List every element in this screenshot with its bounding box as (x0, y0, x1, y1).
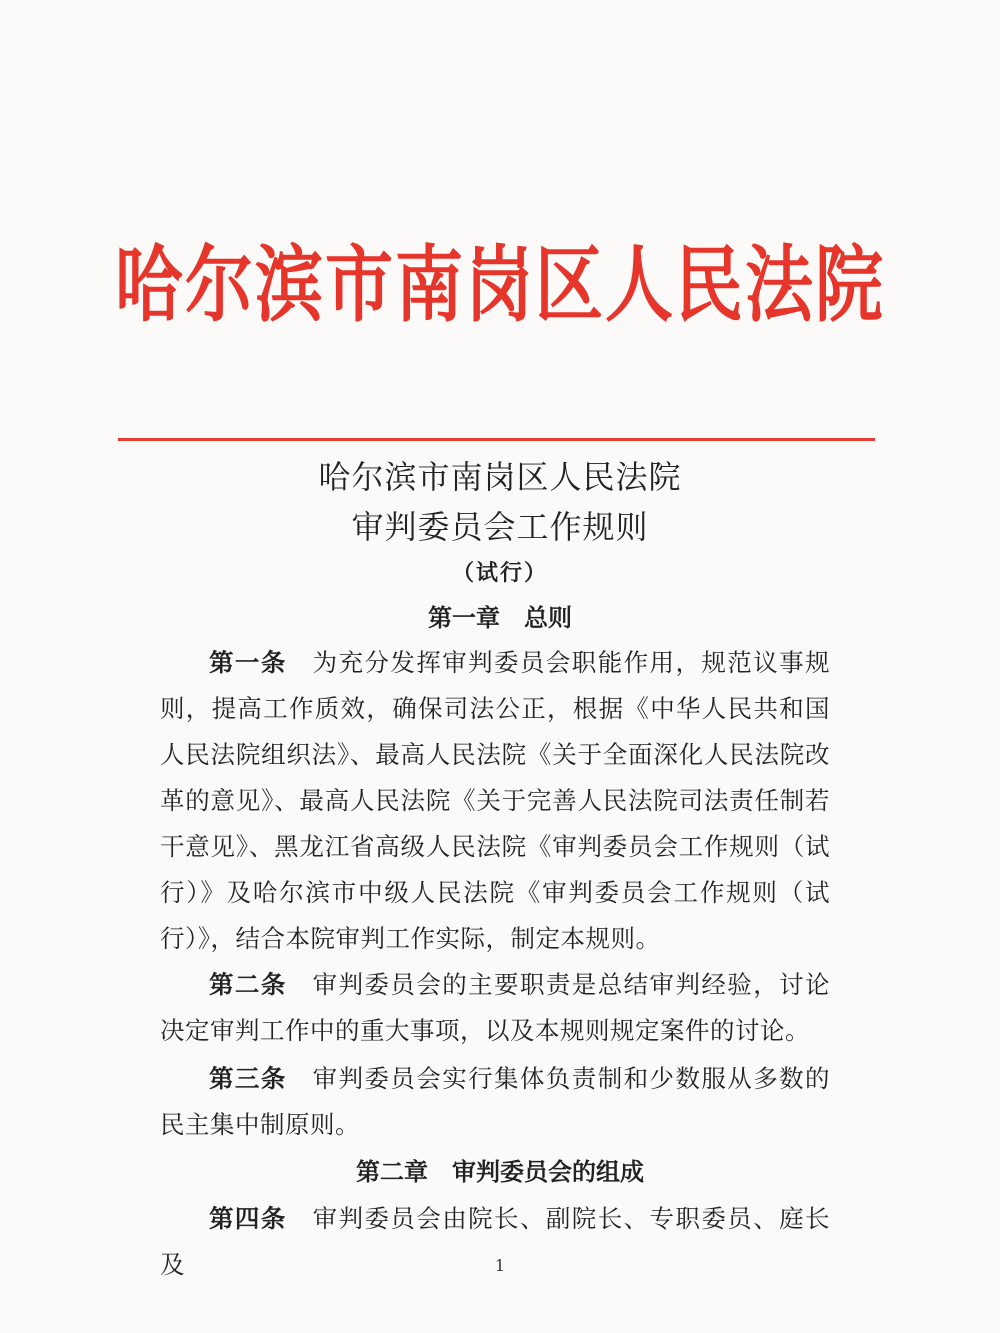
article-gap (287, 648, 313, 677)
masthead-title: 哈尔滨市南岗区人民法院 (114, 238, 885, 335)
document-title-line1: 哈尔滨市南岗区人民法院 (318, 458, 682, 496)
article-gap (287, 1204, 313, 1233)
document-title-line2: 审判委员会工作规则 (351, 508, 649, 546)
red-divider-line (118, 438, 875, 441)
article-gap (287, 970, 313, 999)
article-text: 审判委员会实行集体负责制和少数服从多数的民主集中制原则。 (160, 1064, 831, 1139)
article-label: 第一条 (209, 648, 287, 677)
article-text: 审判委员会的主要职责是总结审判经验，讨论决定审判工作中的重大事项，以及本规则规定案件的讨论。 (160, 970, 831, 1045)
chapter-heading-2: 第二章 审判委员会的组成 (356, 1157, 644, 1186)
article-text: 为充分发挥审判委员会职能作用，规范议事规则，提高工作质效，确保司法公正，根据《中华人民共和国人民法院组织法》、最高人民法院《关于全面深化人民法院改革的意见》、最高人民法院《关于完善人民法院司法责任制若干意见》、黑龙江省高级人民法院《审判委员会工作规则（试行）》及哈尔滨市中级人民法院《审判委员会工作规则（试行）》，结合本院审判工作实际，制定本规则。 (160, 648, 831, 953)
article-label: 第四条 (209, 1204, 287, 1233)
article-label: 第二条 (209, 970, 287, 999)
article-paragraph-1 (160, 640, 830, 962)
page-number: 1 (494, 1256, 506, 1275)
article-gap (287, 1064, 313, 1093)
article-text: 审判委员会由院长、副院长、专职委员、庭长及 (160, 1204, 831, 1279)
trial-note: （试行） (451, 560, 548, 586)
article-paragraph-4 (160, 1196, 831, 1279)
article-paragraph-3 (160, 1056, 830, 1148)
chapter-heading-1: 第一章 总则 (428, 603, 572, 632)
article-label: 第三条 (209, 1064, 287, 1093)
article-paragraph-2 (160, 962, 830, 1054)
